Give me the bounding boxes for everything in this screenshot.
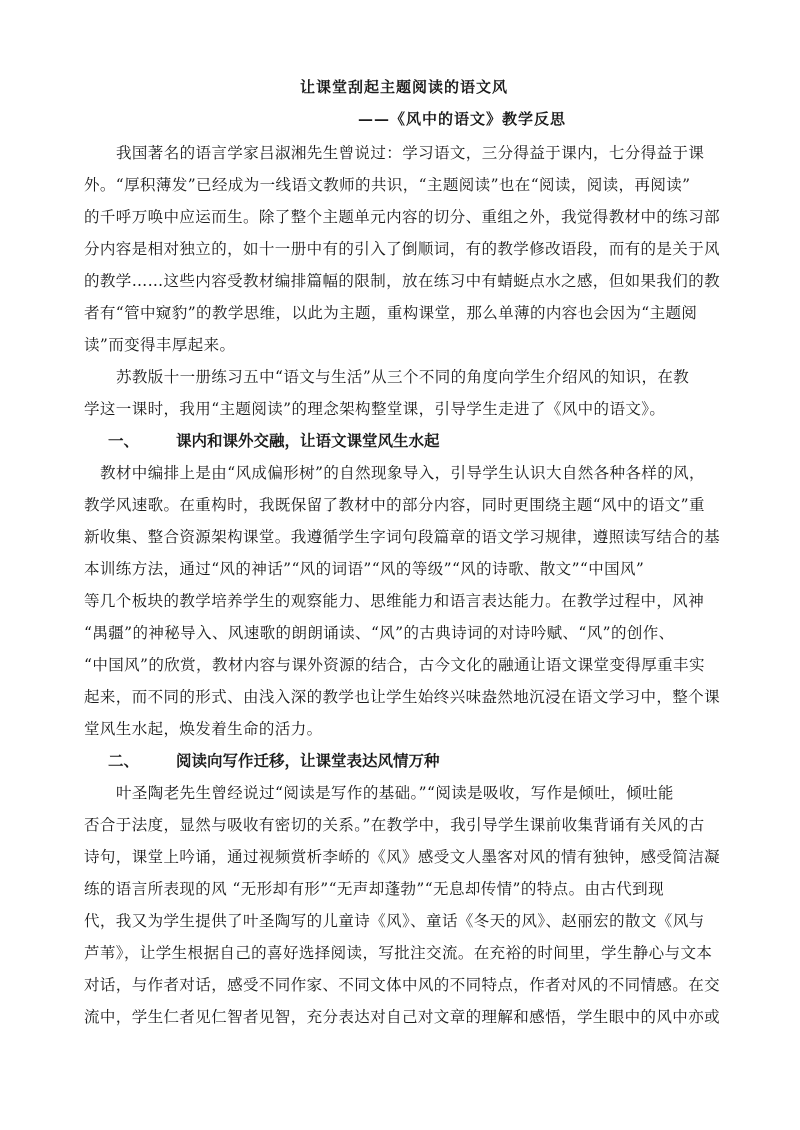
- paragraph-line: 的千呼万唤中应运而生。除了整个主题单元内容的切分、重组之外，我觉得教材中的练习部: [84, 208, 721, 226]
- paragraph-line: “禺疆”的神秘导入、风速歌的朗朗诵读、“风”的古典诗词的对诗吟赋、“风”的创作、: [84, 624, 675, 642]
- section-heading-1: [108, 426, 440, 456]
- paragraph-line: 等几个板块的教学培养学生的观察能力、思维能力和语言表达能力。在教学过程中，风神: [84, 592, 705, 610]
- paragraph-line: 叶圣陶老先生曾经说过“阅读是写作的基础。”“阅读是吸收，写作是倾吐，倾吐能: [116, 784, 674, 802]
- section-number: 二、: [108, 751, 140, 770]
- paragraph-line: 读”而变得丰厚起来。: [84, 336, 236, 354]
- paragraph-line: 代，我又为学生提供了叶圣陶写的儿童诗《风》、童话《冬天的风》、赵丽宏的散文《风与: [84, 912, 705, 930]
- paragraph-line: 者有“管中窥豹”的教学思维，以此为主题，重构课堂，那么单薄的内容也会因为“主题阅: [84, 304, 698, 322]
- paragraph-line: 起来，而不同的形式、由浅入深的教学也让学生始终兴味盎然地沉浸在语文学习中，整个课: [84, 688, 721, 706]
- paragraph-line: 苏教版十一册练习五中“语文与生活”从三个不同的角度向学生介绍风的知识，在教: [116, 368, 690, 386]
- paragraph-line: 练的语言所表现的风 “无形却有形”“无声却蓬勃”“无息却传情”的特点。由古代到现: [84, 880, 664, 898]
- paragraph-line: 的教学……这些内容受教材编排篇幅的限制，放在练习中有蜻蜓点水之感，但如果我们的教: [84, 272, 721, 290]
- paragraph-line: 外。“厚积薄发”已经成为一线语文教师的共识，“主题阅读”也在“阅读，阅读，再阅读”: [84, 176, 691, 194]
- paragraph-line: 对话，与作者对话，感受不同作家、不同文体中风的不同特点，作者对风的不同情感。在交: [84, 976, 721, 994]
- paragraph-line: “中国风”的欣赏，教材内容与课外资源的结合，古今文化的融通让语文课堂变得厚重丰实: [84, 656, 705, 674]
- section-heading-text: 课内和课外交融，让语文课堂风生水起: [176, 431, 440, 450]
- section-number: 一、: [108, 431, 140, 450]
- paragraph-line: 芦苇》，让学生根据自己的喜好选择阅读，写批注交流。在充裕的时间里，学生静心与文本: [84, 944, 713, 962]
- paragraph-line: 新收集、整合资源架构课堂。我遵循学生字词句段篇章的语文学习规律，遵照读写结合的基: [84, 528, 721, 546]
- paragraph-line: 教学风速歌。在重构时，我既保留了教材中的部分内容，同时更围绕主题“风中的语文”重: [84, 496, 705, 514]
- paragraph-line: 诗句，课堂上吟诵，通过视频赏析李峤的《风》感受文人墨客对风的情有独钟，感受简洁凝: [84, 848, 721, 866]
- paragraph-line: 教材中编排上是由“风成偏形树”的自然现象导入，引导学生认识大自然各种各样的风，: [100, 464, 705, 482]
- section-heading-text: 阅读向写作迁移，让课堂表达风情万种: [176, 751, 440, 770]
- paragraph-line: 我国著名的语言学家吕淑湘先生曾说过：学习语文，三分得益于课内，七分得益于课: [116, 144, 705, 162]
- paragraph-line: 流中，学生仁者见仁智者见智，充分表达对自己对文章的理解和感悟，学生眼中的风中亦或: [84, 1008, 721, 1026]
- paragraph-line: 学这一课时，我用“主题阅读”的理念架构整堂课，引导学生走进了《风中的语文》。: [84, 400, 666, 418]
- paragraph-line: 分内容是相对独立的，如十一册中有的引入了倒顺词，有的教学修改语段，而有的是关于风: [84, 240, 721, 258]
- paragraph-line: 堂风生水起，焕发着生命的活力。: [84, 720, 323, 738]
- section-heading-2: [108, 746, 440, 776]
- document-title: 让课堂刮起主题阅读的语文风: [300, 78, 509, 96]
- paragraph-line: 否合于法度，显然与吸收有密切的关系。”在教学中，我引导学生课前收集背诵有关风的古: [84, 816, 705, 834]
- paragraph-line: 本训练方法，通过“风的神话”“风的词语”“风的等级”“风的诗歌、散文”“中国风”: [84, 560, 645, 578]
- document-subtitle: ——《风中的语文》教学反思: [358, 110, 567, 128]
